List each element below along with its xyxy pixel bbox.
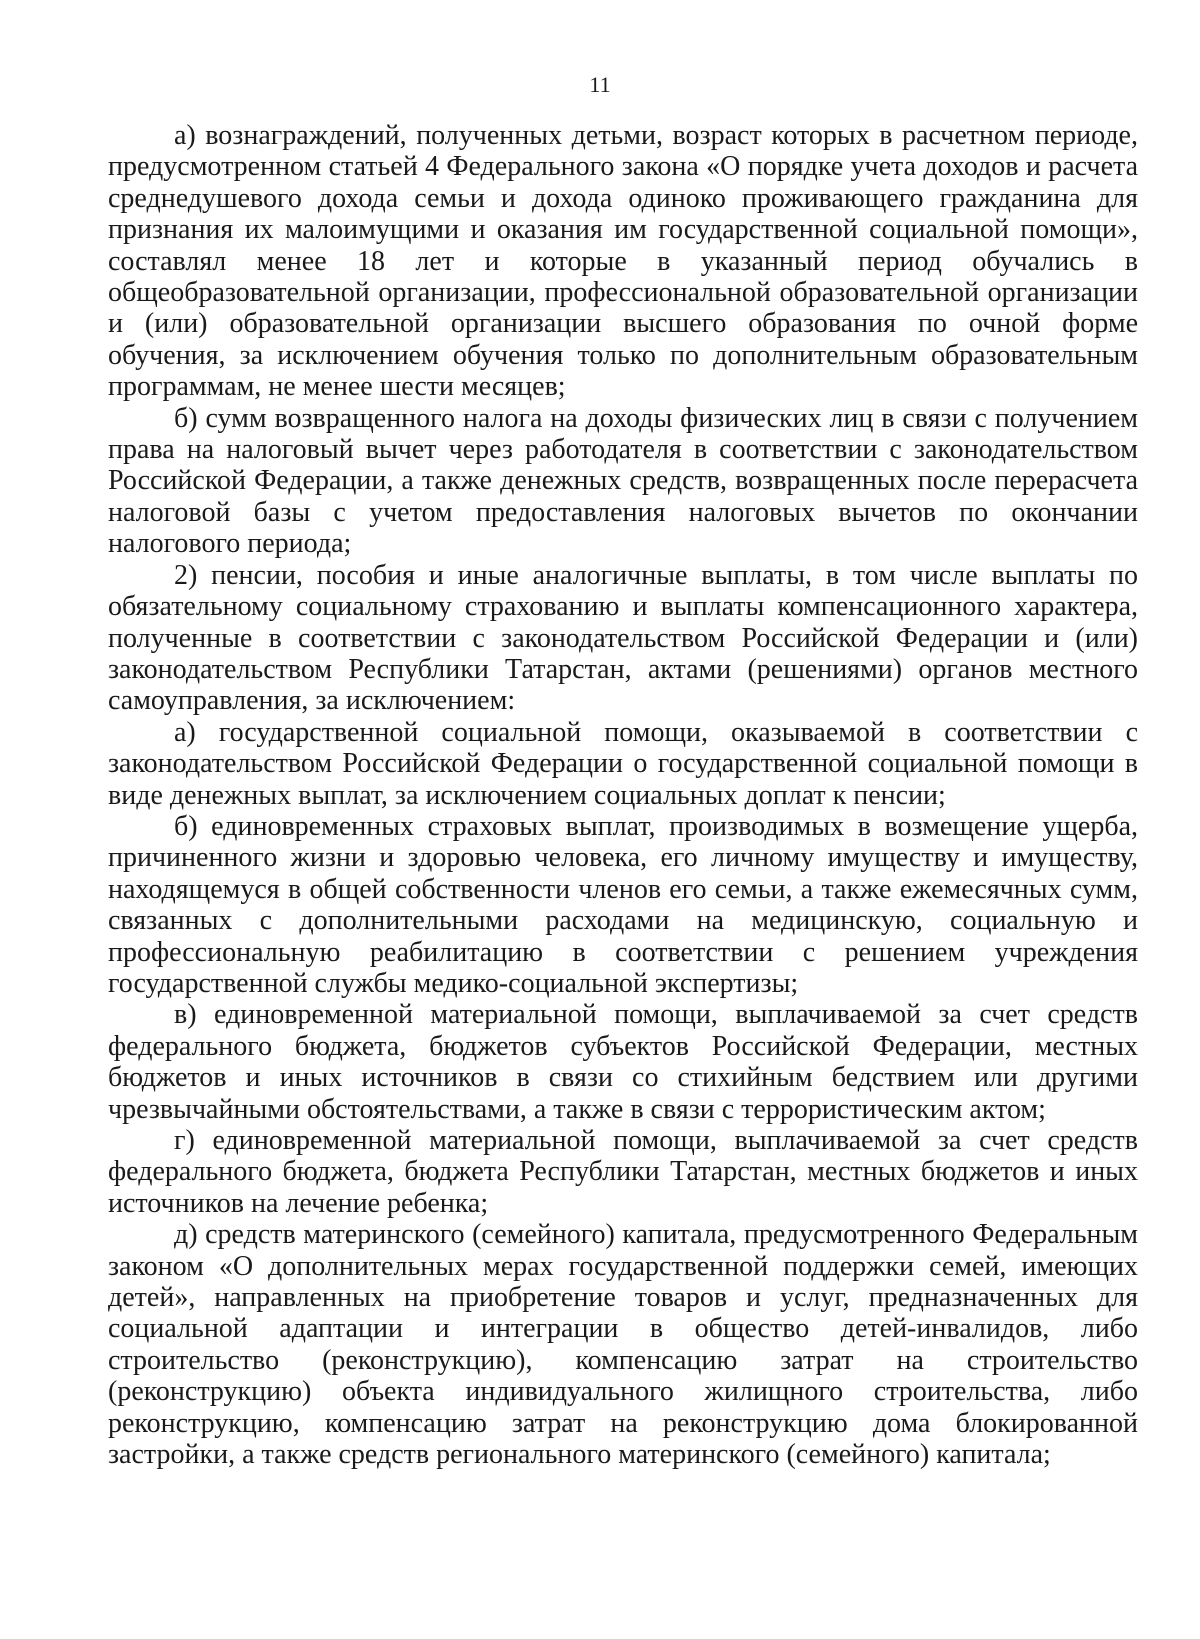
paragraph-v-disaster-aid: в) единовременной материальной помощи, выплачиваемой за счет средств федерального бюджета, бюджетов субъектов Российской Федерации, местных бюджетов и иных источников в связи со стихийным бедствием или другими чрезвычайными обстоятельствами, а также в связи с террористическим актом; <box>108 999 1138 1125</box>
paragraph-2-pensions: 2) пенсии, пособия и иные аналогичные выплаты, в том числе выплаты по обязательному социальному страхованию и выплаты компенсационного характера, полученные в соответствии с законодательством Российской Федерации и (или) законодательством Республики Татарстан, актами (решениями) органов местного самоуправления, за исключением: <box>108 559 1138 717</box>
paragraph-b-tax-refund: б) сумм возвращенного налога на доходы физических лиц в связи с получением права на налоговый вычет через работодателя в соответствии с законодательством Российской Федерации, а также денежных средств, возвращенных после перерасчета налоговой базы с учетом предоставления налоговых вычетов по окончании налогового периода; <box>108 402 1138 560</box>
paragraph-a-rewards: а) вознаграждений, полученных детьми, возраст которых в расчетном периоде, предусмотренном статьей 4 Федерального закона «О порядке учета доходов и расчета среднедушевого дохода семьи и дохода одиноко проживающего гражданина для признания их малоимущими и оказания им государственной социальной помощи», составлял менее 18 лет и которые в указанный период обучались в общеобразовательной организации, профессиональной образовательной организации и (или) образовательной организации высшего образования по очной форме обучения, за исключением обучения только по дополнительным образовательным программам, не менее шести месяцев; <box>108 120 1138 403</box>
document-body <box>108 120 1138 1470</box>
paragraph-d-maternity-capital: д) средств материнского (семейного) капитала, предусмотренного Федеральным законом «О дополнительных мерах государственной поддержки семей, имеющих детей», направленных на приобретение товаров и услуг, предназначенных для социальной адаптации и интеграции в общество детей-инвалидов, либо строительство (реконструкцию), компенсацию затрат на строительство (реконструкцию) объекта индивидуального жилищного строительства, либо реконструкцию, компенсацию затрат на реконструкцию дома блокированной застройки, а также средств регионального материнского (семейного) капитала; <box>108 1219 1138 1471</box>
paragraph-g-child-treatment: г) единовременной материальной помощи, выплачиваемой за счет средств федерального бюджета, бюджета Республики Татарстан, местных бюджетов и иных источников на лечение ребенка; <box>108 1125 1138 1219</box>
paragraph-a-state-aid: а) государственной социальной помощи, оказываемой в соответствии с законодательством Российской Федерации о государственной социальной помощи в виде денежных выплат, за исключением социальных доплат к пенсии; <box>108 716 1138 811</box>
page-number: 11 <box>589 72 611 97</box>
paragraph-b-insurance: б) единовременных страховых выплат, производимых в возмещение ущерба, причиненного жизни и здоровью человека, его личному имуществу и имуществу, находящемуся в общей собственности членов его семьи, а также ежемесячных сумм, связанных с дополнительными расходами на медицинскую, социальную и профессиональную реабилитацию в соответствии с решением учреждения государственной службы медико-социальной экспертизы; <box>108 810 1138 999</box>
